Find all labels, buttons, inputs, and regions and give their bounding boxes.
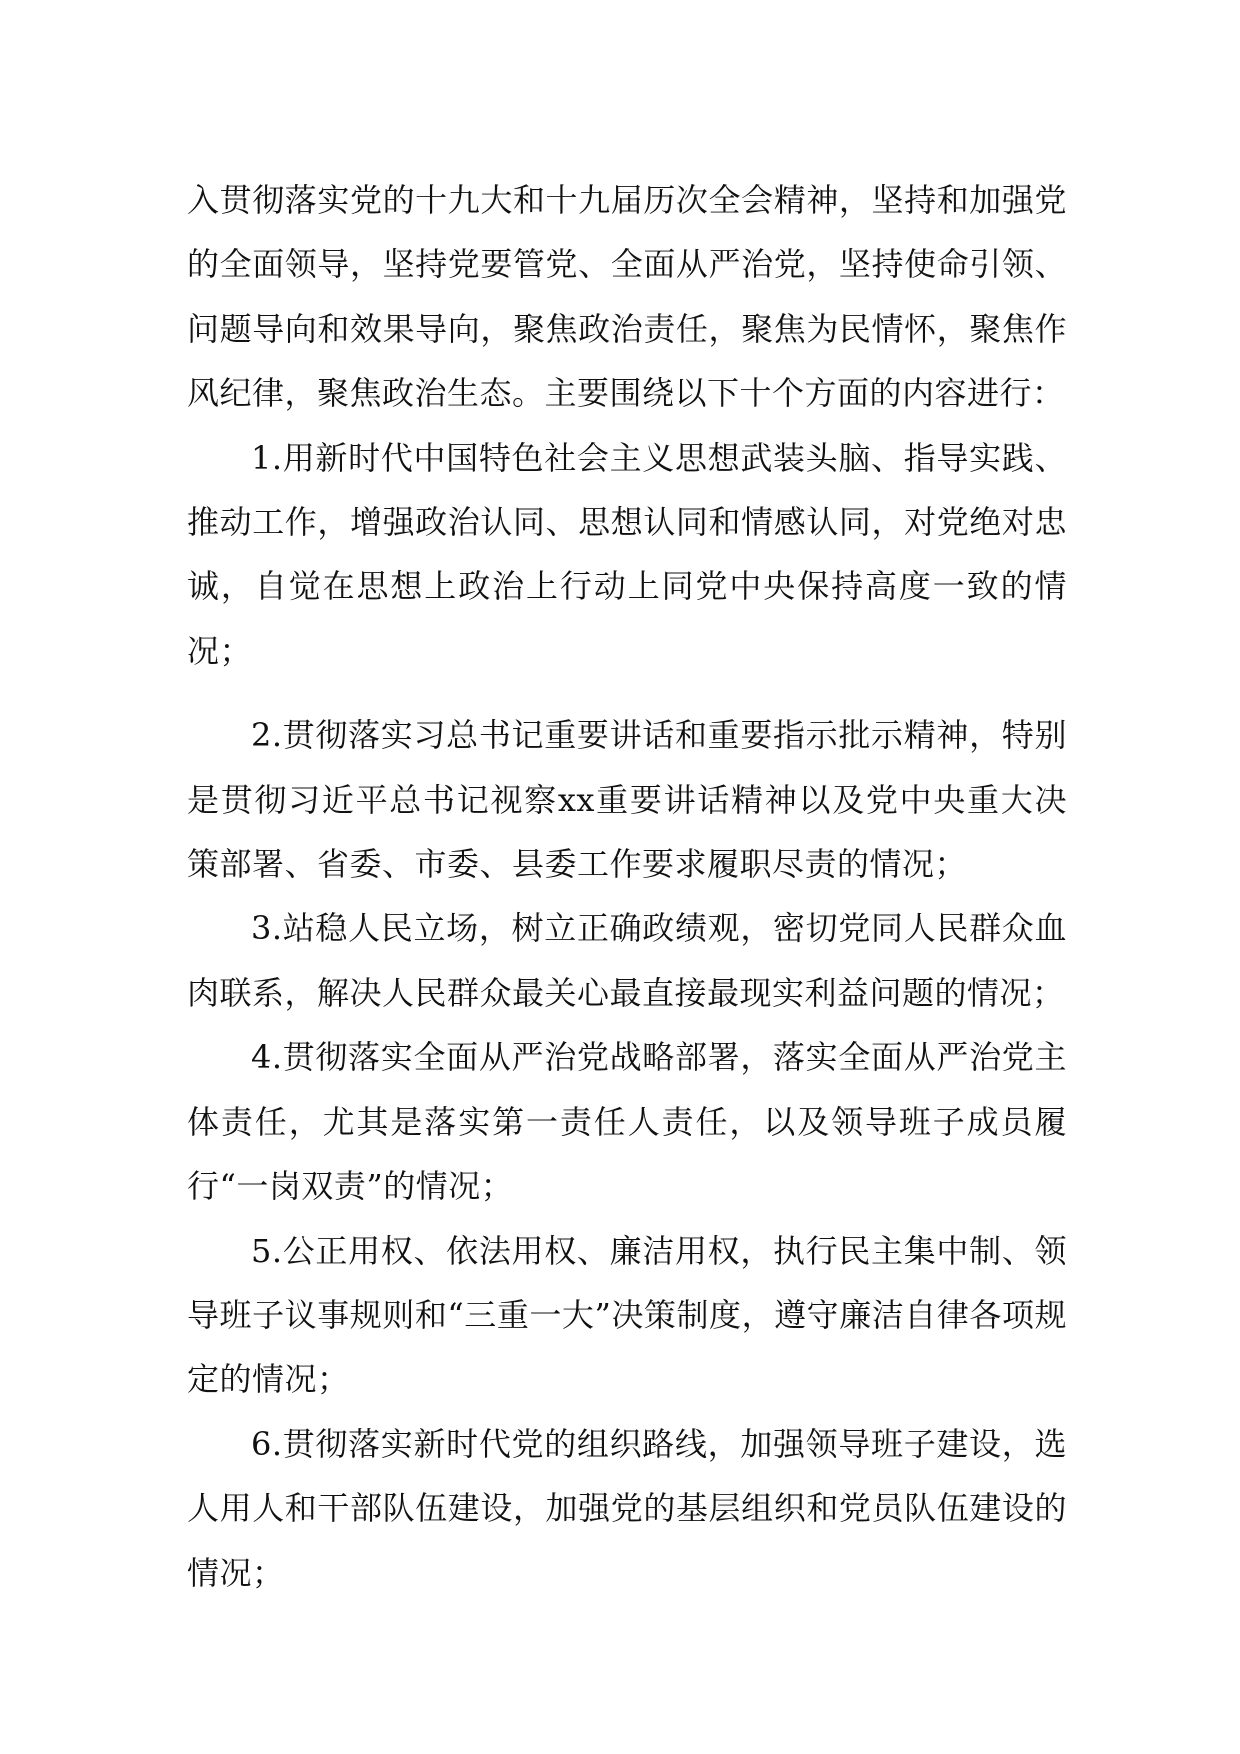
body-text: [187, 168, 1067, 1605]
paragraph-item-5: 5.公正用权、依法用权、廉洁用权，执行民主集中制、领导班子议事规则和“三重一大”决策制度，遵守廉洁自律各项规定的情况；: [187, 1231, 1067, 1399]
paragraph-item-6: 6.贯彻落实新时代党的组织路线，加强领导班子建设，选人用人和干部队伍建设，加强党的基层组织和党员队伍建设的情况；: [187, 1424, 1067, 1592]
paragraph-item-3: 3.站稳人民立场，树立正确政绩观，密切党同人民群众血肉联系，解决人民群众最关心最直接最现实利益问题的情况；: [187, 909, 1067, 1012]
paragraph-item-1: 1.用新时代中国特色社会主义思想武装头脑、指导实践、推动工作，增强政治认同、思想认同和情感认同，对党绝对忠诚，自觉在思想上政治上行动上同党中央保持高度一致的情况；: [187, 438, 1067, 670]
paragraph-item-2: 2.贯彻落实习总书记重要讲话和重要指示批示精神，特别是贯彻习近平总书记视察xx重要讲话精神以及党中央重大决策部署、省委、市委、县委工作要求履职尽责的情况；: [187, 716, 1067, 884]
paragraph-intro: 入贯彻落实党的十九大和十九届历次全会精神，坚持和加强党的全面领导，坚持党要管党、全面从严治党，坚持使命引领、问题导向和效果导向，聚焦政治责任，聚焦为民情怀，聚焦作风纪律，聚焦政治生态。主要围绕以下十个方面的内容进行：: [187, 181, 1067, 413]
paragraph-item-4: 4.贯彻落实全面从严治党战略部署，落实全面从严治党主体责任，尤其是落实第一责任人责任，以及领导班子成员履行“一岗双责”的情况；: [187, 1038, 1067, 1206]
